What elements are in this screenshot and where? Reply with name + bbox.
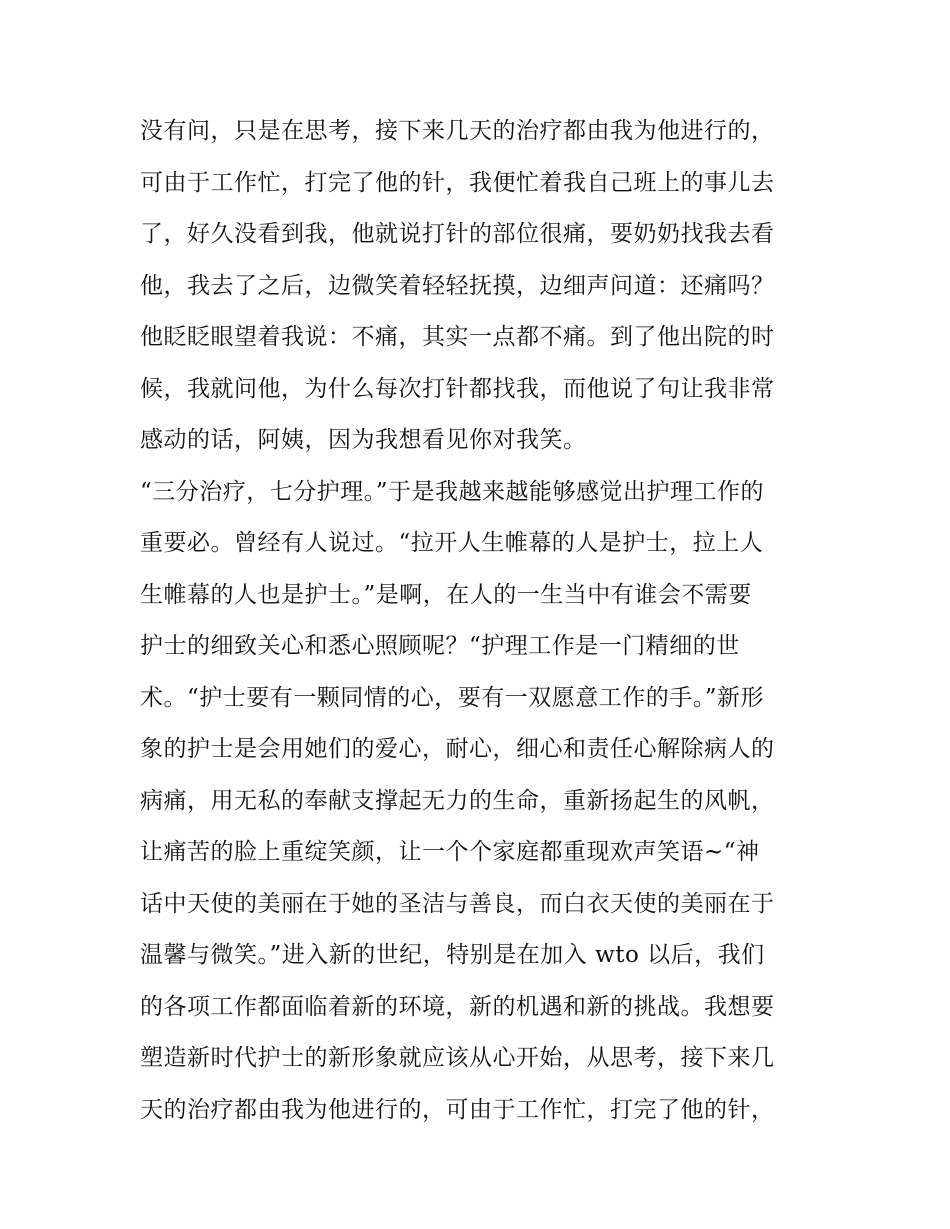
text-line: “三分治疗，七分护理。”于是我越来越能够感觉出护理工作的 — [140, 478, 765, 505]
text-line: 他眨眨眼望着我说：不痛，其实一点都不痛。到了他出院的时 — [140, 324, 775, 350]
text-line: 没有问，只是在思考，接下来几天的治疗都由我为他进行的， — [140, 118, 775, 144]
text-line: 他，我去了之后，边微笑着轻轻抚摸，边细声问道：还痛吗？ — [140, 272, 775, 299]
text-line: 天的治疗都由我为他进行的，可由于工作忙，打完了他的针， — [140, 1096, 775, 1123]
text-line: 感动的话，阿姨，因为我想看见你对我笑。 — [140, 427, 587, 453]
text-line: 候，我就问他，为什么每次打针都找我，而他说了句让我非常 — [140, 375, 775, 402]
text-line: 象的护士是会用她们的爱心，耐心，细心和责任心解除病人的 — [140, 736, 775, 762]
body-text — [140, 106, 830, 1136]
text-line: 的各项工作都面临着新的环境，新的机遇和新的挑战。我想要 — [140, 993, 775, 1020]
text-line: 让痛苦的脸上重绽笑颜，让一个个家庭都重现欢声笑语~“神 — [140, 839, 760, 865]
text-line: 可由于工作忙，打完了他的针，我便忙着我自己班上的事儿去 — [140, 169, 775, 196]
text-line: 温馨与微笑。”进入新的世纪，特别是在加入 wto 以后，我们 — [140, 942, 765, 968]
text-line: 了，好久没看到我，他就说打针的部位很痛，要奶奶找我去看 — [140, 221, 775, 247]
text-line: 病痛，用无私的奉献支撑起无力的生命，重新扬起生的风帆， — [140, 787, 775, 814]
text-line: 术。“护士要有一颗同情的心，要有一双愿意工作的手。”新形 — [140, 684, 765, 711]
text-line: 塑造新时代护士的新形象就应该从心开始，从思考，接下来几 — [140, 1045, 775, 1071]
text-line: 话中天使的美丽在于她的圣洁与善良，而白衣天使的美丽在于 — [140, 890, 775, 917]
text-line: 护士的细致关心和悉心照顾呢？“护理工作是一门精细的世 — [140, 633, 740, 659]
text-line: 生帷幕的人也是护士。”是啊，在人的一生当中有谁会不需要 — [140, 581, 752, 608]
text-line: 重要必。曾经有人说过。“拉开人生帷幕的人是护士，拉上人 — [140, 530, 764, 556]
